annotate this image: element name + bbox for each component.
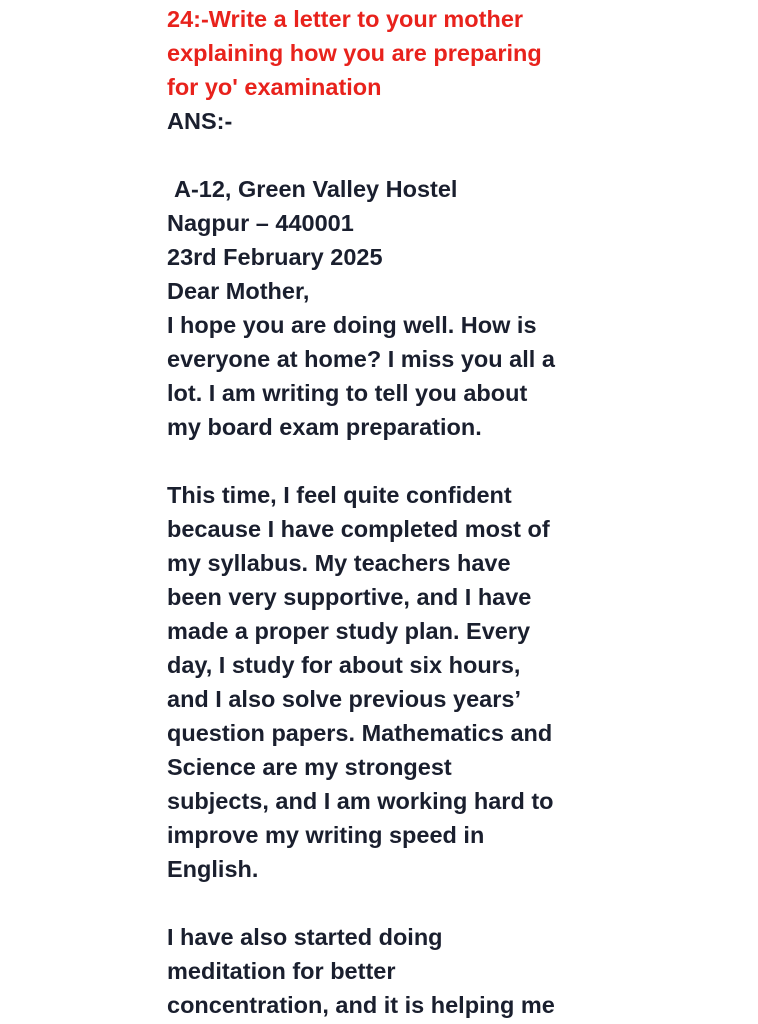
paragraph-line: my board exam preparation. [167,414,482,440]
paragraph-1 [167,308,607,444]
paragraph-2 [167,478,607,886]
blank-line [167,444,607,478]
paragraph-line: I hope you are doing well. How is [167,312,537,338]
address-line: A-12, Green Valley Hostel [174,176,458,202]
blank-line [167,886,607,920]
paragraph-line: everyone at home? I miss you all a [167,346,555,372]
paragraph-line: my syllabus. My teachers have [167,550,511,576]
paragraph-line: I have also started doing [167,924,443,950]
blank-line [167,138,607,172]
paragraph-line: because I have completed most of [167,516,550,542]
question-heading [167,2,607,104]
address-line: Nagpur – 440001 [167,210,354,236]
question-line: 24:-Write a letter to your mother [167,6,524,32]
paragraph-line: This time, I feel quite confident [167,482,512,508]
paragraph-3 [167,920,607,1022]
paragraph-line: meditation for better [167,958,396,984]
paragraph-line: lot. I am writing to tell you about [167,380,528,406]
letter-date: 23rd February 2025 [167,244,383,270]
paragraph-line: Science are my strongest [167,754,452,780]
sender-address [167,172,607,240]
paragraph-line: day, I study for about six hours, [167,652,521,678]
paragraph-line: been very supportive, and I have [167,584,532,610]
letter-page [167,2,607,1022]
paragraph-line: question papers. Mathematics and [167,720,553,746]
paragraph-line: subjects, and I am working hard to [167,788,554,814]
paragraph-line: improve my writing speed in [167,822,485,848]
paragraph-line: concentration, and it is helping me [167,992,555,1018]
salutation: Dear Mother, [167,278,310,304]
question-line: explaining how you are preparing [167,40,542,66]
paragraph-line: made a proper study plan. Every [167,618,531,644]
answer-label: ANS:- [167,108,233,134]
question-line: for yo' examination [167,74,382,100]
paragraph-line: and I also solve previous years’ [167,686,521,712]
paragraph-line: English. [167,856,259,882]
